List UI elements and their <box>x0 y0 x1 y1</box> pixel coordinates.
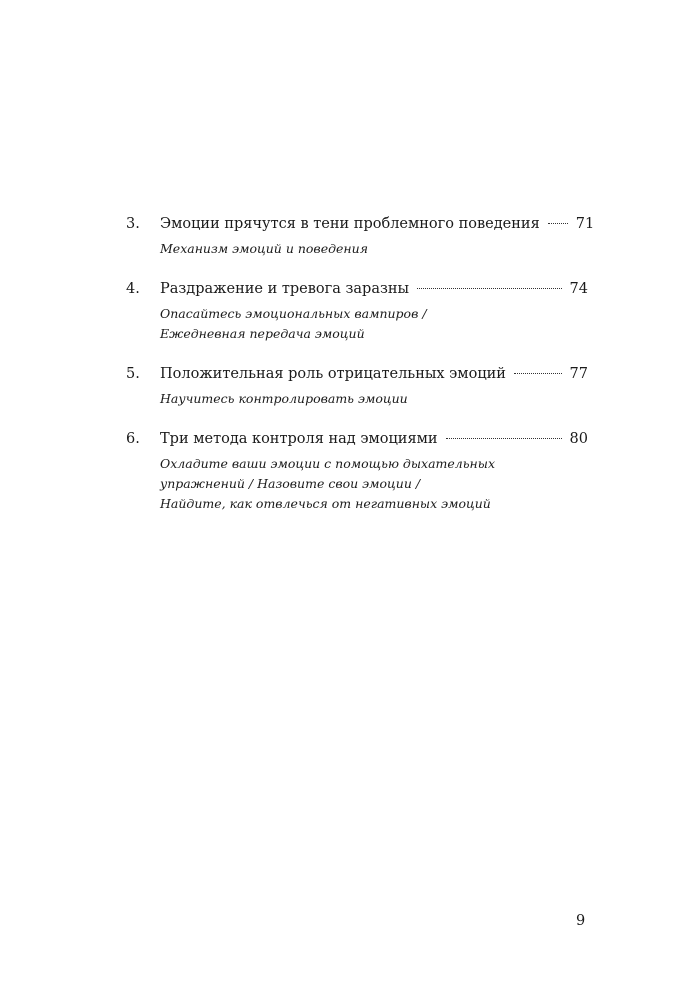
dot-leader <box>446 438 562 439</box>
subtitle-line: Ежедневная передача эмоций <box>160 326 365 341</box>
subtitle-line: Опасайтесь эмоциональных вампиров / <box>160 306 427 321</box>
chapter-title: Положительная роль отрицательных эмоций <box>160 366 506 382</box>
chapter-number: 5. <box>126 366 140 382</box>
chapter-number: 3. <box>126 216 140 232</box>
chapter-subtitle <box>160 389 540 409</box>
chapter-page-number: 74 <box>569 281 588 297</box>
chapter-subtitle <box>160 304 540 344</box>
dot-leader <box>548 223 568 224</box>
subtitle-line: упражнений / Назовите свои эмоции / <box>160 476 421 491</box>
toc-entry <box>126 213 595 259</box>
subtitle-line: Научитесь контролировать эмоции <box>160 391 408 406</box>
chapter-subtitle <box>160 454 540 514</box>
subtitle-line: Охладите ваши эмоции с помощью дыхательных <box>160 456 496 471</box>
toc-entry-heading <box>126 363 588 385</box>
toc-entry-heading <box>126 213 595 235</box>
toc-entry <box>126 278 588 344</box>
dot-leader <box>417 288 561 289</box>
chapter-page-number: 71 <box>575 216 595 232</box>
chapter-title: Три метода контроля над эмоциями <box>160 431 438 447</box>
table-of-contents <box>126 213 595 533</box>
chapter-page-number: 77 <box>569 366 588 382</box>
subtitle-line: Найдите, как отвлечься от негативных эмоций <box>160 496 491 511</box>
chapter-number: 6. <box>126 431 140 447</box>
chapter-subtitle <box>160 239 540 259</box>
chapter-title: Раздражение и тревога заразны <box>160 281 410 297</box>
toc-entry-heading <box>126 278 588 300</box>
toc-entry <box>126 363 588 409</box>
subtitle-line: Механизм эмоций и поведения <box>160 241 368 256</box>
chapter-title: Эмоции прячутся в тени проблемного поведения <box>160 216 540 232</box>
toc-entry <box>126 428 588 514</box>
dot-leader <box>514 373 562 374</box>
toc-entry-heading <box>126 428 588 450</box>
page-number: 9 <box>576 913 586 929</box>
chapter-number: 4. <box>126 281 140 297</box>
chapter-page-number: 80 <box>569 431 588 447</box>
